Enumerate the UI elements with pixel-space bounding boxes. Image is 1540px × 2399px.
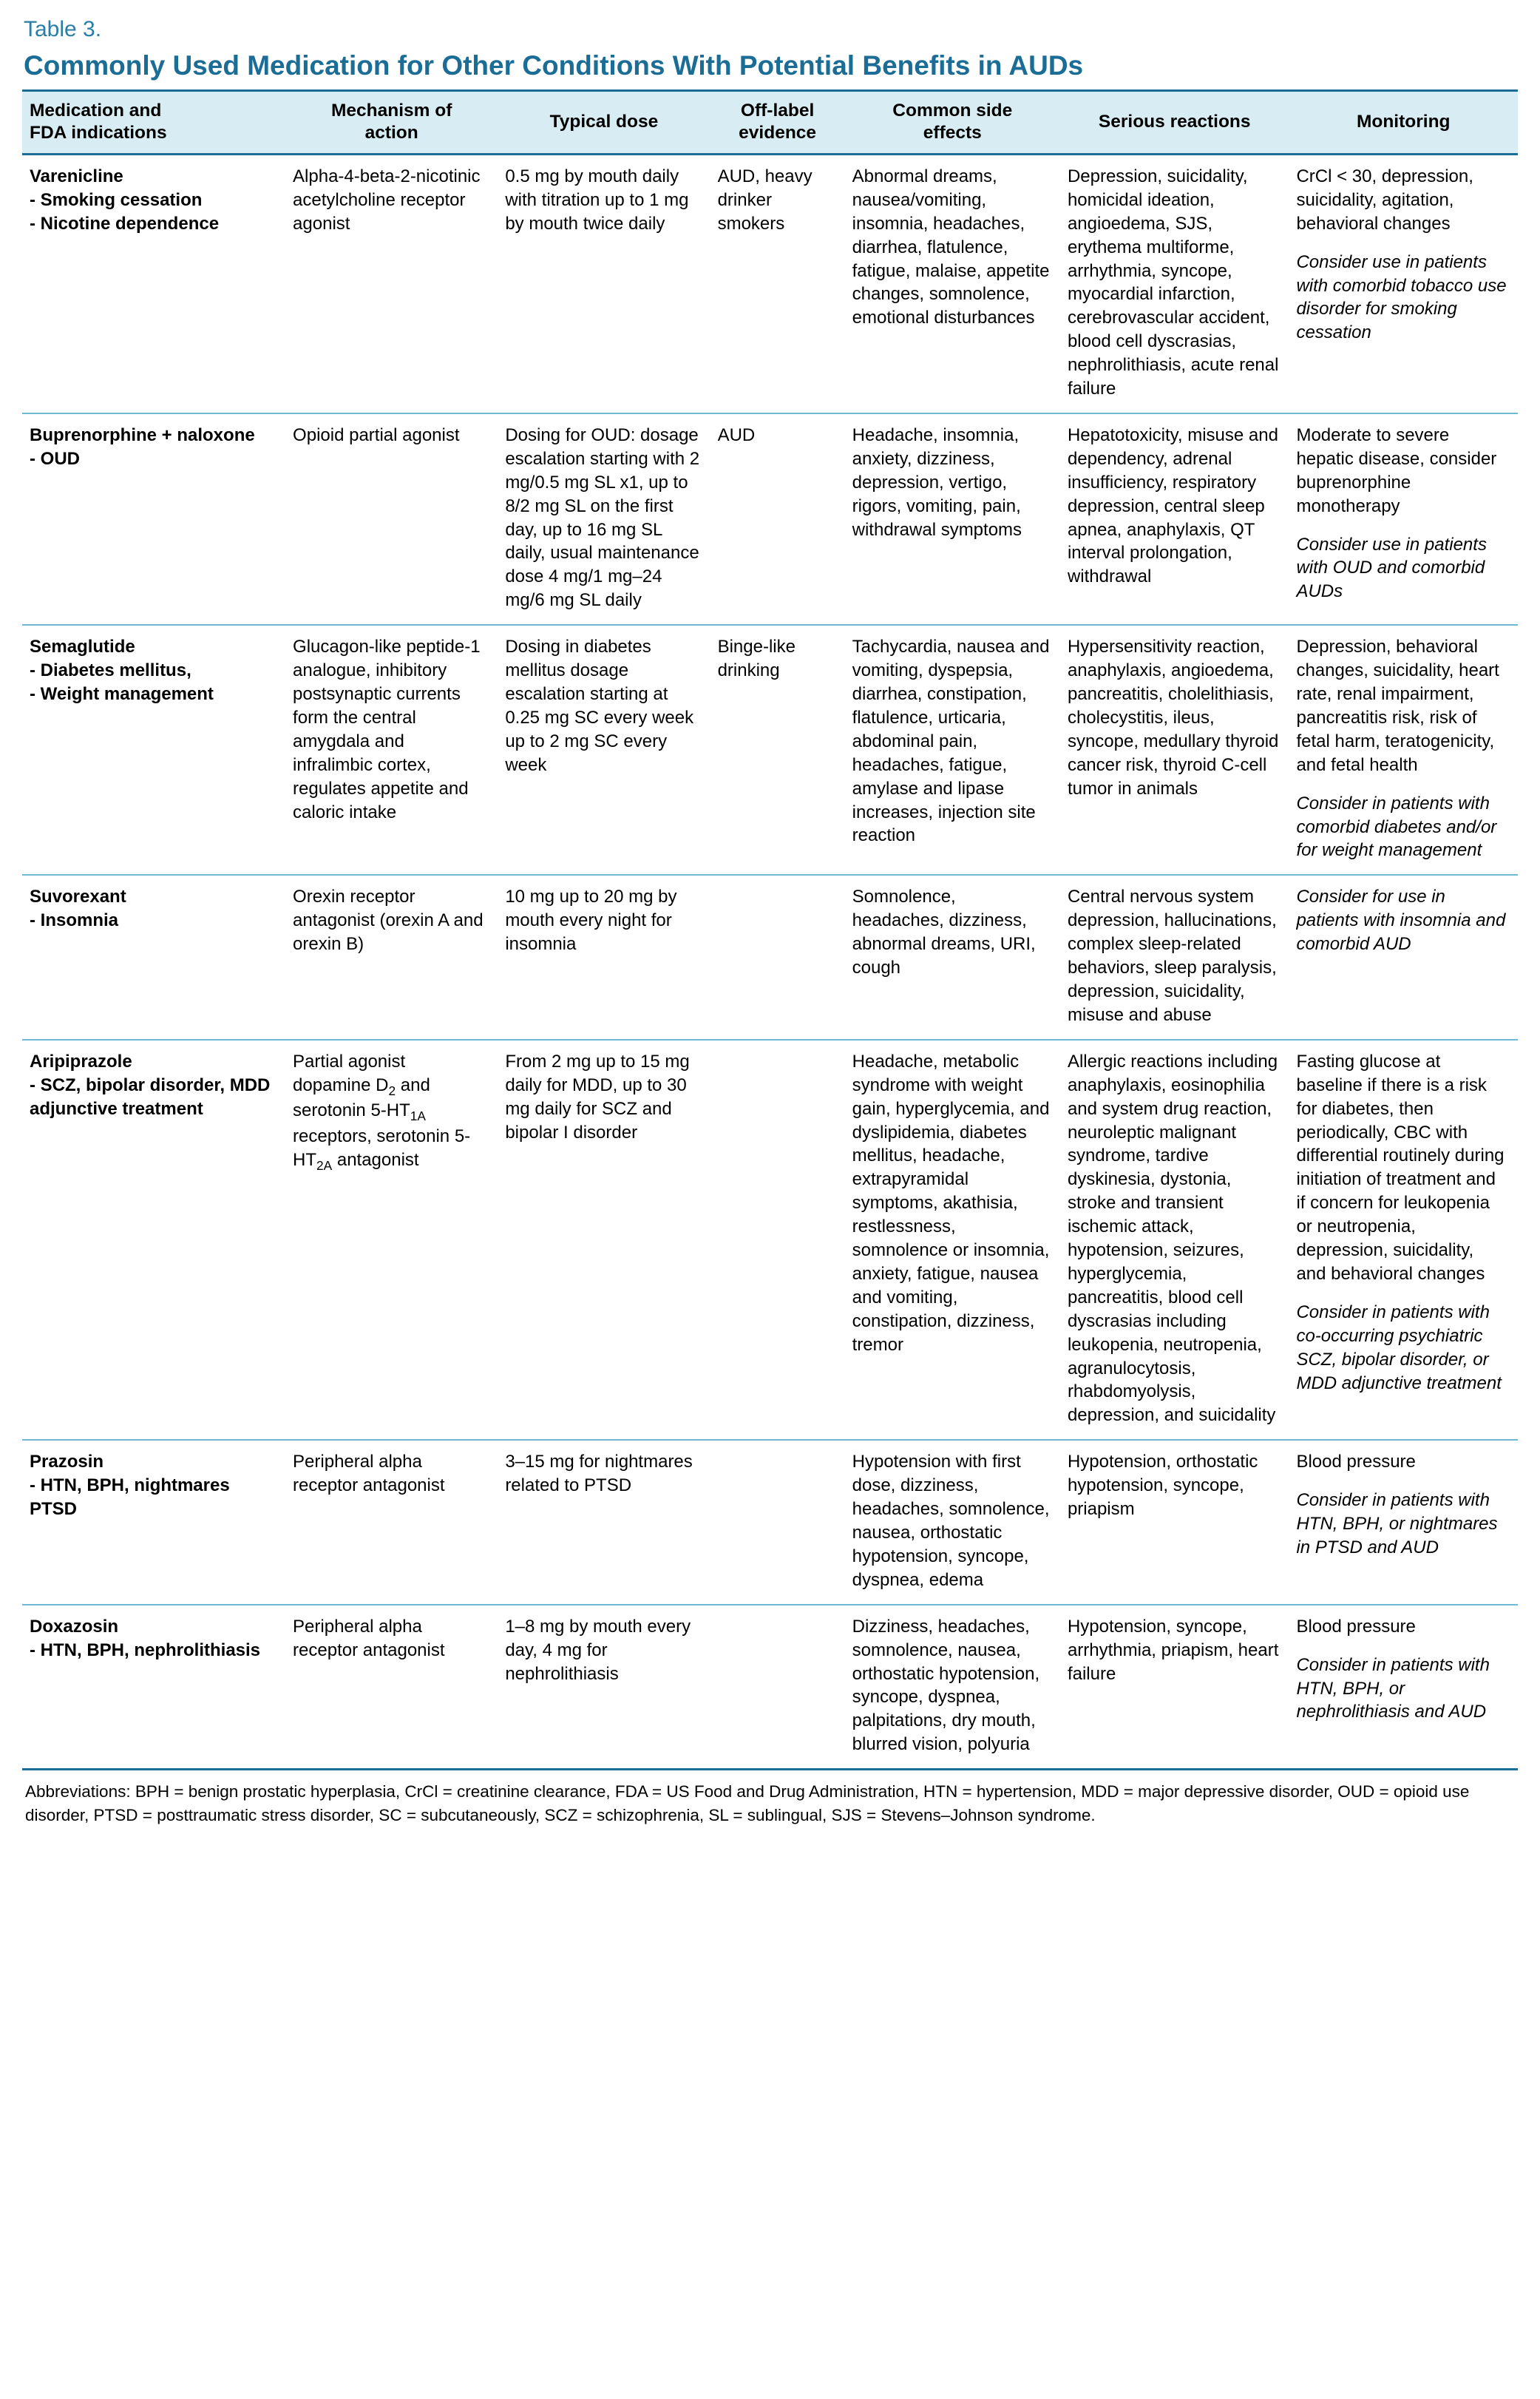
table-row [22,154,1518,413]
cell-offlabel [710,1040,845,1441]
header-line-2: action [364,123,418,143]
fda-indication: - SCZ, bipolar disorder, MDD adjunctive treatment [30,1075,271,1119]
cell-side-effects: Somnolence, headaches, dizziness, abnormal dreams, URI, cough [845,875,1060,1039]
monitoring-consideration: Consider in patients with co-occurring psychiatric SCZ, bipolar disorder, or MDD adjunctive treatment [1296,1302,1502,1393]
cell-serious-reactions: Hepatotoxicity, misuse and dependency, adrenal insufficiency, respiratory depression, central sleep apnea, anaphylaxis, QT interval prolongation, withdrawal [1060,413,1289,625]
column-header-mechanism [285,91,498,155]
cell-medication [22,1040,285,1441]
cell-side-effects: Hypotension with first dose, dizziness, headaches, somnolence, nausea, orthostatic hypotension, syncope, dyspnea, edema [845,1440,1060,1604]
column-header-monitoring: Monitoring [1289,91,1518,155]
monitoring-text: Depression, behavioral changes, suicidality, heart rate, renal impairment, pancreatitis risk, risk of fetal harm, teratogenicity, and fetal health [1296,637,1499,775]
table-footnotes: Abbreviations: BPH = benign prostatic hyperplasia, CrCl = creatinine clearance, FDA = US Food and Drug Administration, HTN = hypertension, MDD = major depressive disorder, OUD = opioid use disorder, PTSD = posttraumatic stress disorder, SC = subcutaneously, SCZ = schizophrenia, SL = sublingual, SJS = Stevens–Johnson syndrome. [25,1782,1470,1825]
cell-medication [22,625,285,875]
table-row [22,413,1518,625]
monitoring-consideration: Consider for use in patients with insomnia and comorbid AUD [1296,887,1506,955]
header-line-1: Mechanism of [330,101,452,121]
cell-monitoring [1289,625,1518,875]
column-header-dose: Typical dose [498,91,710,155]
header-line-2: effects [923,123,982,143]
fda-indication: - Weight management [30,684,214,704]
cell-offlabel: AUD [710,413,845,625]
subscript: 2 [388,1083,396,1098]
cell-offlabel [710,1605,845,1770]
cell-medication [22,154,285,413]
monitoring-text: Blood pressure [1296,1616,1416,1637]
monitoring-consideration: Consider use in patients with comorbid tobacco use disorder for smoking cessation [1296,251,1507,343]
cell-monitoring [1289,1040,1518,1441]
medication-name: Varenicline [30,166,123,186]
medication-name: Buprenorphine + naloxone [30,424,255,445]
cell-serious-reactions: Central nervous system depression, hallucinations, complex sleep-related behaviors, sleep paralysis, depression, suicidality, misuse and abuse [1060,875,1289,1039]
cell-mechanism: Orexin receptor antagonist (orexin A and orexin B) [285,875,498,1039]
fda-indication: - Nicotine dependence [30,213,220,234]
header-row [22,91,1518,155]
subscript: 1A [410,1109,426,1124]
fda-indication: - OUD [30,448,80,469]
cell-medication [22,413,285,625]
cell-mechanism: Partial agonist dopamine $D_2$ and serotonin $5-HT_{1A}$ receptors, serotonin $5-HT_{2A}$ antagonist [285,1040,498,1441]
cell-mechanism: Glucagon-like peptide-1 analogue, inhibitory postsynaptic currents form the central amygdala and infralimbic cortex, regulates appetite and caloric intake [285,625,498,875]
medication-table [22,89,1518,1770]
table-title: Commonly Used Medication for Other Conditions With Potential Benefits in AUDs [24,50,1084,81]
cell-medication [22,875,285,1039]
header-line-1: Off-label [740,101,815,121]
cell-mechanism: Alpha-4-beta-2-nicotinic acetylcholine receptor agonist [285,154,498,413]
fda-indication: - Smoking cessation [30,189,203,210]
cell-serious-reactions: Allergic reactions including anaphylaxis, eosinophilia and system drug reaction, neuroleptic malignant syndrome, tardive dyskinesia, dystonia, stroke and transient ischemic attack, hypotension, seizures, hyperglycemia, pancreatitis, blood cell dyscrasias including leukopenia, neutropenia, agranulocytosis, rhabdomyolysis, depression, and suicidality [1060,1040,1289,1441]
column-header-medication [22,91,285,155]
cell-medication [22,1440,285,1604]
fda-indication: - Diabetes mellitus, [30,660,191,681]
table-number: Table 3. [24,17,102,41]
header-line-1: Medication and [30,101,162,121]
column-header-serious-reactions: Serious reactions [1060,91,1289,155]
cell-offlabel [710,875,845,1039]
cell-serious-reactions: Hypotension, orthostatic hypotension, syncope, priapism [1060,1440,1289,1604]
cell-mechanism: Peripheral alpha receptor antagonist [285,1440,498,1604]
table-row [22,875,1518,1039]
cell-offlabel: Binge-like drinking [710,625,845,875]
cell-monitoring [1289,413,1518,625]
medication-name: Prazosin [30,1452,104,1472]
cell-side-effects: Headache, metabolic syndrome with weight gain, hyperglycemia, and dyslipidemia, diabetes mellitus, headache, extrapyramidal symptoms, akathisia, restlessness, somnolence or insomnia, anxiety, fatigue, nausea and vomiting, constipation, dizziness, tremor [845,1040,1060,1441]
table-row [22,1440,1518,1604]
column-header-offlabel [710,91,845,155]
fda-indication: - Insomnia [30,910,119,931]
cell-monitoring [1289,1605,1518,1770]
monitoring-text: Blood pressure [1296,1452,1416,1472]
cell-monitoring [1289,1440,1518,1604]
monitoring-text: CrCl < 30, depression, suicidality, agitation, behavioral changes [1296,166,1473,234]
cell-offlabel: AUD, heavy drinker smokers [710,154,845,413]
cell-monitoring [1289,154,1518,413]
cell-offlabel [710,1440,845,1604]
medication-name: Suvorexant [30,887,126,907]
medication-name: Doxazosin [30,1616,119,1637]
cell-side-effects: Headache, insomnia, anxiety, dizziness, depression, vertigo, rigors, vomiting, pain, withdrawal symptoms [845,413,1060,625]
cell-dose: 10 mg up to 20 mg by mouth every night for insomnia [498,875,710,1039]
cell-side-effects: Tachycardia, nausea and vomiting, dyspepsia, diarrhea, constipation, flatulence, urticaria, abdominal pain, headaches, fatigue, amylase and lipase increases, injection site reaction [845,625,1060,875]
monitoring-text: Fasting glucose at baseline if there is a risk for diabetes, then periodically, CBC with differential routinely during initiation of treatment and if concern for leukopenia or neutropenia, depression, suicidality, and behavioral changes [1296,1051,1505,1284]
fda-indication: - HTN, BPH, nightmares PTSD [30,1475,230,1520]
cell-dose: Dosing in diabetes mellitus dosage escalation starting at 0.25 mg SC every week up to 2 mg SC every week [498,625,710,875]
cell-serious-reactions: Hypotension, syncope, arrhythmia, priapism, heart failure [1060,1605,1289,1770]
cell-serious-reactions: Hypersensitivity reaction, anaphylaxis, angioedema, pancreatitis, cholelithiasis, cholecystitis, ileus, syncope, medullary thyroid cancer risk, thyroid C-cell tumor in animals [1060,625,1289,875]
cell-side-effects: Abnormal dreams, nausea/vomiting, insomnia, headaches, diarrhea, flatulence, fatigue, malaise, appetite changes, somnolence, emotional disturbances [845,154,1060,413]
cell-medication [22,1605,285,1770]
table-row [22,1040,1518,1441]
medication-name: Semaglutide [30,637,135,657]
table-row [22,1605,1518,1770]
header-line-2: FDA indications [30,123,167,143]
medication-name: Aripiprazole [30,1051,132,1072]
cell-dose: 0.5 mg by mouth daily with titration up to 1 mg by mouth twice daily [498,154,710,413]
monitoring-consideration: Consider in patients with HTN, BPH, or nephrolithiasis and AUD [1296,1654,1490,1722]
cell-dose: 1–8 mg by mouth every day, 4 mg for nephrolithiasis [498,1605,710,1770]
monitoring-consideration: Consider in patients with HTN, BPH, or nightmares in PTSD and AUD [1296,1490,1498,1557]
table-header [22,91,1518,155]
column-header-side-effects [845,91,1060,155]
cell-side-effects: Dizziness, headaches, somnolence, nausea, orthostatic hypotension, syncope, dyspnea, palpitations, dry mouth, blurred vision, polyuria [845,1605,1060,1770]
monitoring-consideration: Consider use in patients with OUD and comorbid AUDs [1296,534,1487,602]
cell-monitoring [1289,875,1518,1039]
monitoring-consideration: Consider in patients with comorbid diabetes and/or for weight management [1296,793,1497,861]
cell-dose: 3–15 mg for nightmares related to PTSD [498,1440,710,1604]
header-line-1: Common side [892,101,1013,121]
cell-mechanism: Peripheral alpha receptor antagonist [285,1605,498,1770]
cell-serious-reactions: Depression, suicidality, homicidal ideation, angioedema, SJS, erythema multiforme, arrhythmia, syncope, myocardial infarction, cerebrovascular accident, blood cell dyscrasias, nephrolithiasis, acute renal failure [1060,154,1289,413]
cell-dose: Dosing for OUD: dosage escalation starting with 2 mg/0.5 mg SL x1, up to 8/2 mg SL on the first day, up to 16 mg SL daily, usual maintenance dose 4 mg/1 mg–24 mg/6 mg SL daily [498,413,710,625]
monitoring-text: Moderate to severe hepatic disease, consider buprenorphine monotherapy [1296,424,1497,516]
subscript: 2A [316,1157,333,1173]
table-row [22,625,1518,875]
fda-indication: - HTN, BPH, nephrolithiasis [30,1640,261,1660]
header-line-2: evidence [739,123,817,143]
cell-mechanism: Opioid partial agonist [285,413,498,625]
table-body [22,154,1518,1769]
cell-dose: From 2 mg up to 15 mg daily for MDD, up to 30 mg daily for SCZ and bipolar I disorder [498,1040,710,1441]
